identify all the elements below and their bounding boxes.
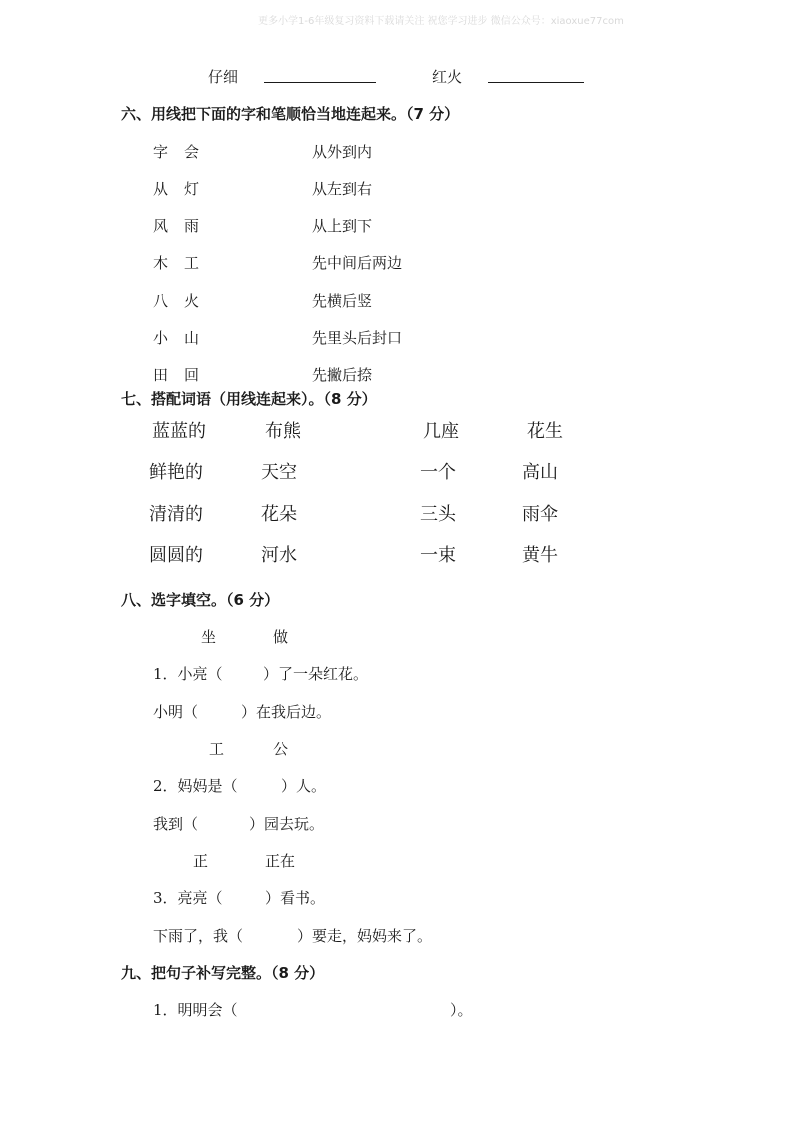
s7-word: 黄牛 <box>522 545 558 566</box>
s8-sentence-start: 1．小亮（ <box>153 665 223 683</box>
s7-word: 花朵 <box>261 504 297 525</box>
s6-char: 八 <box>153 292 169 310</box>
s6-char: 火 <box>184 292 200 310</box>
s6-char: 风 <box>153 217 169 235</box>
s8-sentence-end: ）了一朵红花。 <box>263 665 369 683</box>
s6-order: 先里头后封口 <box>312 329 403 347</box>
s6-order: 先撇后捺 <box>312 366 373 384</box>
s6-char: 山 <box>184 329 200 347</box>
s8-option: 工 <box>209 740 225 758</box>
pair-word-1: 仔细 <box>208 68 239 86</box>
s6-char: 田 <box>153 366 169 384</box>
section8-title: 八、选字填空。（6 分） <box>121 591 280 609</box>
s6-char: 会 <box>184 143 200 161</box>
s8-option: 正在 <box>265 852 296 870</box>
s8-option: 做 <box>273 628 289 646</box>
s6-char: 工 <box>184 254 200 272</box>
s8-sentence-start: 3．亮亮（ <box>153 889 223 907</box>
answer-blank-1[interactable] <box>264 82 376 83</box>
s6-char: 字 <box>153 143 169 161</box>
s8-sentence-end: ）要走，妈妈来了。 <box>297 927 433 945</box>
s8-sentence-start: 下雨了，我（ <box>153 927 244 945</box>
section9-title: 九、把句子补写完整。（8 分） <box>121 964 325 982</box>
s7-word: 雨伞 <box>522 504 558 525</box>
s8-sentence-end: ）人。 <box>281 777 327 795</box>
s7-word: 圆圆的 <box>149 545 203 566</box>
answer-blank-2[interactable] <box>488 82 584 83</box>
s7-word: 几座 <box>423 421 459 442</box>
s8-sentence-end: ）看书。 <box>265 889 326 907</box>
s8-option: 坐 <box>201 628 217 646</box>
s8-sentence-end: ）园去玩。 <box>249 815 325 833</box>
s8-sentence-start: 小明（ <box>153 703 199 721</box>
pair-word-2: 红火 <box>432 68 463 86</box>
s6-order: 从上到下 <box>312 217 373 235</box>
s7-word: 天空 <box>261 462 297 483</box>
s6-char: 从 <box>153 180 169 198</box>
s8-sentence-start: 我到（ <box>153 815 199 833</box>
s7-word: 高山 <box>522 462 558 483</box>
s7-word: 布熊 <box>265 421 301 442</box>
s7-word: 一个 <box>420 462 456 483</box>
s7-word: 三头 <box>420 504 456 525</box>
s7-word: 一束 <box>420 545 456 566</box>
s9-sentence-start: 1．明明会（ <box>153 1001 238 1019</box>
s6-char: 灯 <box>184 180 200 198</box>
s6-order: 从左到右 <box>312 180 373 198</box>
s6-char: 小 <box>153 329 169 347</box>
watermark: 更多小学1-6年级复习资料下载请关注 祝您学习进步 微信公众号：xiaoxue77com <box>258 16 624 27</box>
s7-word: 花生 <box>527 421 563 442</box>
s6-order: 从外到内 <box>312 143 373 161</box>
s9-sentence-end: ）。 <box>450 1001 473 1019</box>
s7-word: 清清的 <box>149 504 203 525</box>
s8-sentence-start: 2．妈妈是（ <box>153 777 238 795</box>
s8-option: 正 <box>193 852 209 870</box>
s8-option: 公 <box>273 740 289 758</box>
s6-char: 回 <box>184 366 200 384</box>
section7-title: 七、搭配词语（用线连起来）。（8 分） <box>121 390 377 408</box>
s8-sentence-end: ）在我后边。 <box>241 703 332 721</box>
s7-word: 蓝蓝的 <box>152 421 206 442</box>
s7-word: 鲜艳的 <box>149 462 203 483</box>
s6-order: 先横后竖 <box>312 292 373 310</box>
s7-word: 河水 <box>261 545 297 566</box>
s6-order: 先中间后两边 <box>312 254 403 272</box>
s6-char: 木 <box>153 254 169 272</box>
section6-title: 六、用线把下面的字和笔顺恰当地连起来。（7 分） <box>121 105 460 123</box>
s6-char: 雨 <box>184 217 200 235</box>
